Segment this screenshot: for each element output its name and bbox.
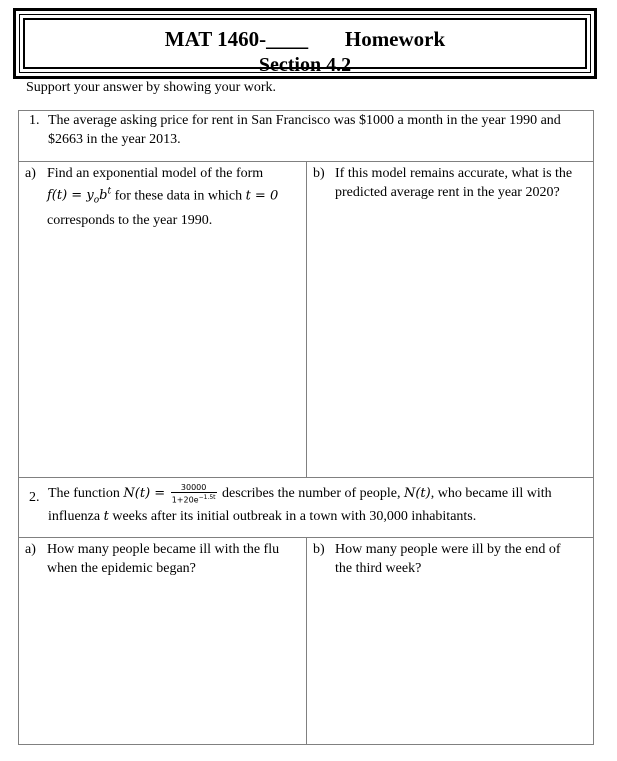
fraction-numerator: 30000 [171,483,217,493]
course-blank: ____ [266,27,309,51]
problem-2a-line2: when the epidemic began? [47,561,196,576]
problem-1-line1: The average asking price for rent in San Francisco was $1000 a month in the year 1990 and [48,113,561,128]
problem-2a-line1: How many people became ill with the flu [47,542,280,557]
section-title: Section 4.2 [258,54,352,76]
problem-2-text [29,481,583,526]
problem-2b-line2: the third week? [335,561,422,576]
problem-1-box [18,110,594,478]
problem-2a-label: a) [25,542,36,557]
problem-1a-line2: $f(t) = y_ob^t$ for these data in which t = 0 [47,187,279,206]
logistic-fraction [171,483,217,505]
problem-1-number: 1. [29,113,40,128]
problem-1a-label: a) [25,166,36,181]
problem-1b-cell [307,162,593,478]
page-title [25,27,585,51]
condition-formula: t = 0 [245,188,279,204]
title-frame-mid [19,14,591,76]
problem-1b-label: b) [313,166,325,181]
problem-1a-line1: Find an exponential model of the form [47,166,264,181]
instructions: Support your answer by showing your work. [26,80,277,95]
course-code: MAT 1460- [164,27,267,51]
homework-label: Homework [344,27,446,51]
problem-2a-cell [19,538,307,744]
model-formula: $f(t) = y_ob^t$ [47,187,112,206]
problem-2-line1: The function N(t) = $\frac{30000}{1+20e^{-1.5t}}$ describes the number of people, N(t), who became ill with [48,482,552,505]
problem-2a-text [47,540,300,578]
problem-2b-text [335,540,587,578]
problem-2-box [18,477,594,745]
fraction-denominator: $1+20e^{-1.5t}$ [171,493,216,505]
problem-1b-text [335,164,587,202]
problem-1b-line2: predicted average rent in the year 2020? [335,185,560,200]
title-frame-inner [23,18,587,76]
problem-2b-label: b) [313,542,325,557]
title-frame [13,8,597,79]
variable-t: t [103,509,109,524]
problem-2b-cell [307,538,593,744]
problem-2-number: 2. [29,490,40,505]
problem-1a-cell [19,162,307,478]
problem-1a-text [47,164,300,230]
problem-1-line2: $2663 in the year 2013. [48,132,181,147]
problem-2-line2: influenza t weeks after its initial outbreak in a town with 30,000 inhabitants. [48,509,477,524]
problem-1b-line1: If this model remains accurate, what is the [335,166,573,181]
function-N-ref: N(t) [403,486,431,501]
problem-1a-line3: corresponds to the year 1990. [47,212,213,228]
problem-1-text [29,111,583,149]
problem-2b-line1: How many people were ill by the end of [335,542,561,557]
function-N: N(t) = [123,486,166,501]
